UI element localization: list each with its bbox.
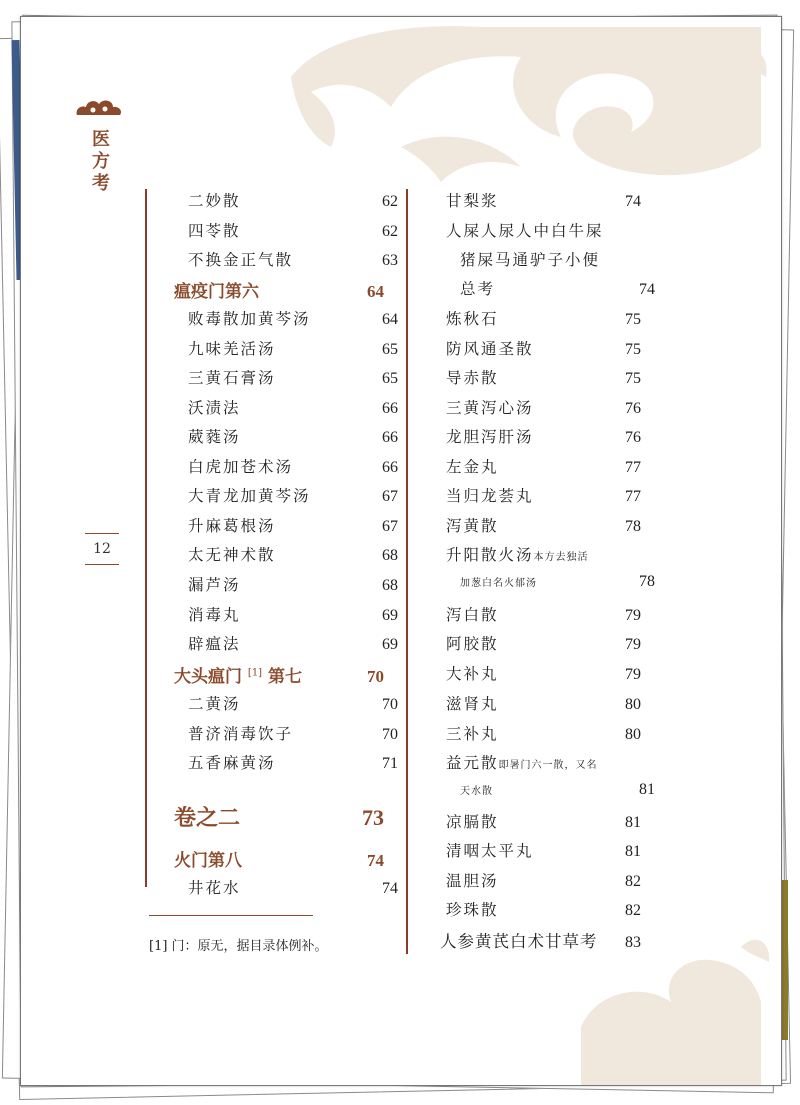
entry-annotation: 本方去独活 — [533, 552, 589, 563]
entry-annotation: 天水散 — [460, 786, 493, 797]
footnote: [1] 门：原无，据目录体例补。 — [149, 939, 328, 954]
toc-entry[interactable]: 二黄汤 70 — [188, 695, 398, 713]
toc-entry[interactable]: 不换金正气散 63 — [188, 251, 398, 269]
toc-entry-continued[interactable]: 总考 74 — [460, 280, 655, 298]
toc-entry[interactable]: 人屎人尿人中白牛屎 — [446, 222, 604, 240]
toc-entry-continued[interactable]: 猪屎马通驴子小便 — [460, 251, 601, 269]
toc-entry[interactable]: 大青龙加黄芩汤 67 — [188, 487, 398, 505]
toc-entry[interactable]: 消毒丸 69 — [188, 606, 398, 624]
toc-entry[interactable]: 四苓散 62 — [188, 222, 398, 240]
toc-section-heading[interactable]: 瘟疫门第六 64 — [174, 282, 384, 302]
toc-entry[interactable]: 败毒散加黄芩汤 64 — [188, 310, 398, 328]
toc-entry[interactable]: 五香麻黄汤 71 — [188, 754, 398, 772]
footnote-marker[interactable]: [1] — [247, 667, 263, 679]
toc-entry[interactable]: 沃渍法 66 — [188, 399, 398, 417]
toc-entry[interactable]: 珍珠散 82 — [446, 901, 641, 919]
toc-entry[interactable]: 清咽太平丸 81 — [446, 842, 641, 860]
column-rule-right — [406, 189, 408, 954]
toc-entry[interactable]: 太无神术散 68 — [188, 546, 398, 564]
book-title-char: 医 — [92, 129, 110, 150]
toc-entry[interactable]: 龙胆泻肝汤 76 — [446, 428, 641, 446]
toc-entry[interactable]: 大补丸 79 — [446, 665, 641, 683]
toc-entry[interactable]: 井花水 74 — [188, 879, 398, 897]
toc-entry[interactable]: 阿胶散 79 — [446, 635, 641, 653]
toc-entry[interactable]: 凉膈散 81 — [446, 813, 641, 831]
toc-entry[interactable]: 导赤散 75 — [446, 369, 641, 387]
toc-entry[interactable]: 三黄石膏汤 65 — [188, 369, 398, 387]
toc-entry[interactable]: 三黄泻心汤 76 — [446, 399, 641, 417]
toc-entry[interactable]: 三补丸 80 — [446, 725, 641, 743]
entry-annotation: 加葱白名火郁汤 — [460, 578, 537, 589]
book-page — [20, 16, 782, 1086]
toc-entry[interactable]: 防风通圣散 75 — [446, 340, 641, 358]
page-number: 12 — [85, 533, 119, 565]
toc-entry[interactable]: 漏芦汤 68 — [188, 576, 398, 594]
toc-entry[interactable]: 白虎加苍术汤 66 — [188, 458, 398, 476]
toc-entry-continued[interactable]: 加葱白名火郁汤 78 — [460, 573, 655, 590]
toc-entry[interactable]: 温胆汤 82 — [446, 872, 641, 890]
column-rule-left — [145, 189, 147, 887]
toc-entry[interactable]: 葳蕤汤 66 — [188, 428, 398, 446]
toc-entry[interactable]: 当归龙荟丸 77 — [446, 487, 641, 505]
book-title-char: 方 — [92, 151, 110, 172]
toc-entry[interactable]: 九味羌活汤 65 — [188, 340, 398, 358]
toc-entry[interactable]: 左金丸 77 — [446, 458, 641, 476]
toc-entry[interactable]: 升麻葛根汤 67 — [188, 517, 398, 535]
toc-entry[interactable]: 普济消毒饮子 70 — [188, 725, 398, 743]
cloud-decoration — [21, 17, 781, 1085]
cloud-logo-icon — [73, 95, 125, 121]
toc-entry[interactable]: 泻白散 79 — [446, 606, 641, 624]
toc-entry[interactable]: 滋肾丸 80 — [446, 695, 641, 713]
toc-entry[interactable]: 炼秋石 75 — [446, 310, 641, 328]
book-title-vertical — [89, 129, 113, 195]
footnote-rule — [149, 915, 313, 916]
toc-section-heading[interactable]: 大头瘟门 [1] 第七 70 — [174, 667, 384, 687]
toc-entry[interactable]: 升阳散火汤本方去独活 — [446, 546, 589, 564]
entry-annotation: 即暑门六一散，又名 — [498, 760, 598, 771]
toc-entry[interactable]: 辟瘟法 69 — [188, 635, 398, 653]
toc-volume-heading[interactable]: 卷之二 73 — [174, 805, 384, 831]
toc-entry-continued[interactable]: 天水散 81 — [460, 781, 655, 798]
toc-entry[interactable]: 甘梨浆 74 — [446, 192, 641, 210]
toc-entry[interactable]: 二妙散 62 — [188, 192, 398, 210]
toc-entry[interactable]: 益元散即暑门六一散，又名 — [446, 754, 598, 772]
book-title-char: 考 — [92, 173, 110, 194]
toc-entry[interactable]: 人参黄芪白术甘草考 83 — [440, 932, 641, 951]
toc-entry[interactable]: 泻黄散 78 — [446, 517, 641, 535]
toc-section-heading[interactable]: 火门第八 74 — [174, 851, 384, 871]
